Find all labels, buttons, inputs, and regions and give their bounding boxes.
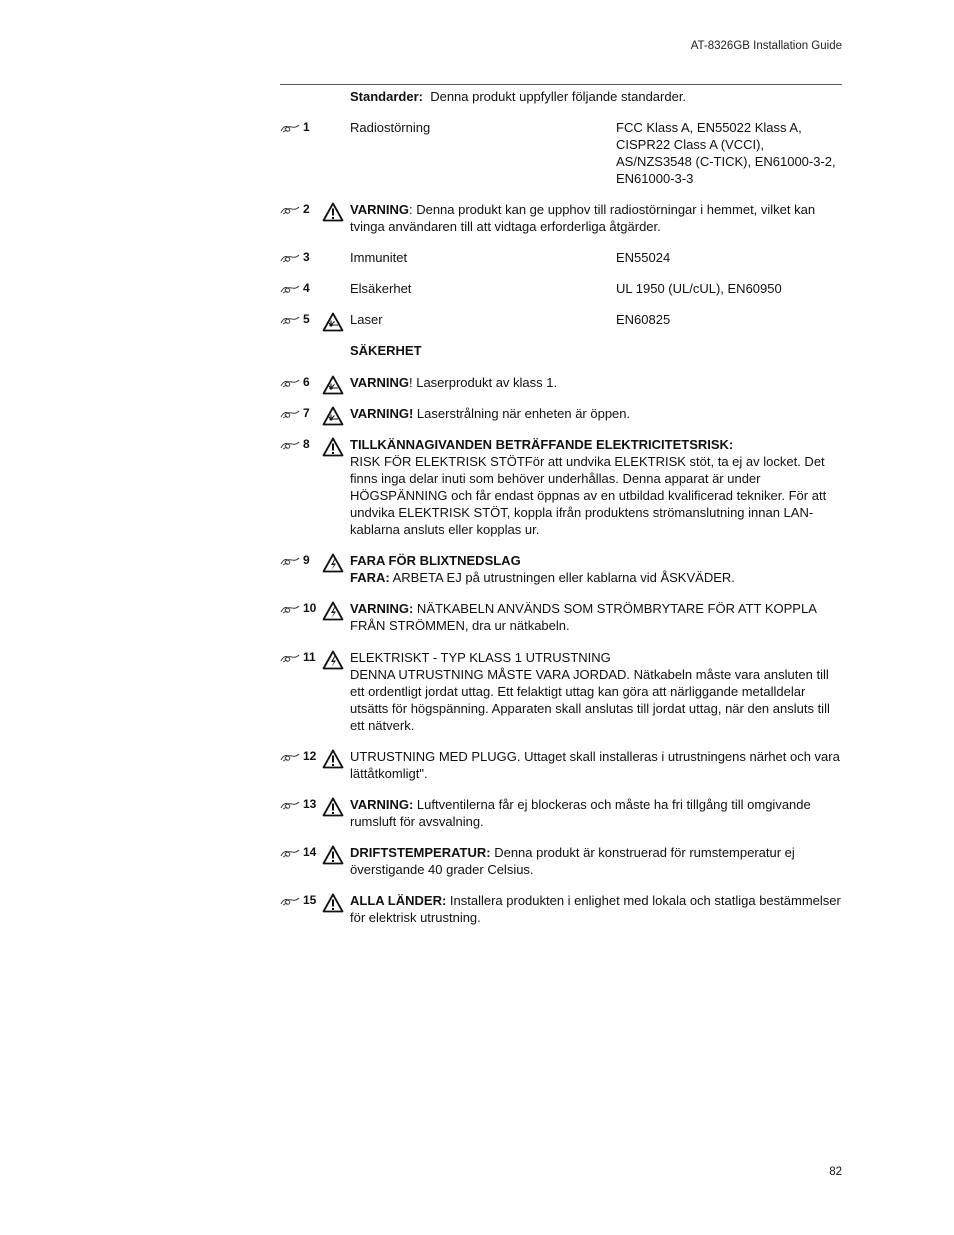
item-number: 13 [303, 797, 317, 811]
list-item [280, 796, 842, 830]
item-number: 1 [303, 120, 310, 134]
item-label: VARNING! [350, 406, 414, 421]
reference-icon [280, 896, 300, 906]
list-item [280, 374, 842, 391]
running-header-title: AT-8326GB Installation Guide [690, 40, 842, 52]
item-number: 7 [303, 406, 310, 420]
reference-icon [280, 440, 300, 450]
standard-name: Immunitet [350, 250, 408, 265]
item-number: 14 [303, 845, 317, 859]
standard-value: UL 1950 (UL/cUL), EN60950 [616, 281, 782, 296]
standards-label: Standarder: [350, 89, 423, 104]
item-label: ALLA LÄNDER: [350, 893, 447, 908]
item-text: DENNA UTRUSTNING MÅSTE VARA JORDAD. Nätkabeln måste vara ansluten till ett ordentligt jordat uttag. Ett felaktigt uttag kan göra att närliggande metalldelar utsätts för högspänning. Apparaten skall anslutas till jordat uttag, när den ansluts till ett nätverk. [350, 667, 830, 733]
standards-intro [280, 88, 842, 105]
laser-warning-icon [322, 375, 344, 395]
item-label: DRIFTSTEMPERATUR: [350, 845, 491, 860]
list-item [280, 892, 842, 926]
warning-icon [322, 437, 344, 457]
reference-icon [280, 378, 300, 388]
item-text: RISK FÖR ELEKTRISK STÖTFör att undvika ELEKTRISK stöt, ta ej av locket. Det finns inga delar inuti som behöver underhållas. Denna apparat är under HÖGSPÄNNING och får endast öppnas av en utbildad kvalificerad tekniker. För att undvika ELEKTRISK STÖT, koppla ifrån produktens strömanslutning innan LAN-kablarna ansluts eller kopplas ur. [350, 454, 827, 537]
list-item [280, 649, 842, 734]
standard-value: EN60825 [616, 312, 671, 327]
reference-icon [280, 752, 300, 762]
item-text: Denna produkt är konstruerad för rumstemperatur ej överstigande 40 grader Celsius. [350, 845, 795, 877]
reference-icon [280, 800, 300, 810]
item-text: Installera produkten i enlighet med lokala och statliga bestämmelser för elektrisk utrustning. [350, 893, 841, 925]
item-sublabel: FARA: [350, 570, 390, 585]
page-number: 82 [829, 1166, 842, 1178]
item-number: 15 [303, 893, 317, 907]
item-label: VARNING [350, 375, 409, 390]
reference-icon [280, 284, 300, 294]
list-item [280, 844, 842, 878]
item-number: 3 [303, 250, 310, 264]
item-number: 2 [303, 202, 310, 216]
warning-icon [322, 893, 344, 913]
item-text: Laserstrålning när enheten är öppen. [413, 406, 631, 421]
reference-icon [280, 409, 300, 419]
standard-name: Laser [350, 312, 383, 327]
item-text: NÄTKABELN ANVÄNDS SOM STRÖMBRYTARE FÖR ATT KOPPLA FRÅN STRÖMMEN, dra ur nätkabeln. [350, 601, 817, 633]
item-text: UTRUSTNING MED PLUGG. Uttaget skall installeras i utrustningens närhet och vara lättåtkomligt". [350, 749, 840, 781]
electrical-hazard-icon [322, 601, 344, 621]
reference-icon [280, 848, 300, 858]
item-label: VARNING [350, 202, 409, 217]
item-number: 4 [303, 281, 310, 295]
reference-icon [280, 123, 300, 133]
safety-heading: SÄKERHET [350, 343, 422, 358]
warning-icon [322, 797, 344, 817]
item-number: 9 [303, 553, 310, 567]
item-text: ARBETA EJ på utrustningen eller kablarna vid ÅSKVÄDER. [389, 570, 735, 585]
list-item [280, 436, 842, 538]
reference-icon [280, 653, 300, 663]
list-item [280, 119, 842, 187]
list-item [280, 405, 842, 422]
list-item [280, 201, 842, 235]
list-item [280, 600, 842, 634]
standard-value: EN55024 [616, 250, 671, 265]
standard-name: Elsäkerhet [350, 281, 412, 296]
item-text: : Denna produkt kan ge upphov till radiostörningar i hemmet, vilket kan tvinga användaren till att vidtaga erforderliga åtgärder. [350, 202, 816, 234]
reference-icon [280, 556, 300, 566]
list-item [280, 311, 842, 328]
item-text: Luftventilerna får ej blockeras och måste ha fri tillgång till omgivande rumsluft för avsvalning. [350, 797, 811, 829]
header-rule [280, 84, 842, 85]
laser-warning-icon [322, 312, 344, 332]
standard-value: FCC Klass A, EN55022 Klass A, CISPR22 Class A (VCCI), AS/NZS3548 (C-TICK), EN61000-3-2, EN61000-3-3 [616, 120, 836, 186]
warning-icon [322, 749, 344, 769]
reference-icon [280, 604, 300, 614]
item-label: VARNING: [350, 601, 414, 616]
item-label: TILLKÄNNAGIVANDEN BETRÄFFANDE ELEKTRICITETSRISK: [350, 437, 734, 452]
item-heading: ELEKTRISKT - TYP KLASS 1 UTRUSTNING [350, 650, 611, 665]
item-number: 8 [303, 437, 310, 451]
electrical-hazard-icon [322, 650, 344, 670]
item-label: FARA FÖR BLIXTNEDSLAG [350, 553, 521, 568]
standards-content [280, 88, 842, 926]
list-item [280, 552, 842, 586]
item-number: 6 [303, 375, 310, 389]
item-label: VARNING: [350, 797, 414, 812]
reference-icon [280, 253, 300, 263]
standards-intro-text: Denna produkt uppfyller följande standarder. [430, 89, 687, 104]
electrical-hazard-icon [322, 553, 344, 573]
warning-icon [322, 845, 344, 865]
warning-icon [322, 202, 344, 222]
laser-warning-icon [322, 406, 344, 426]
safety-heading-row [280, 342, 842, 359]
item-number: 12 [303, 749, 317, 763]
list-item [280, 748, 842, 782]
reference-icon [280, 315, 300, 325]
list-item [280, 249, 842, 266]
list-item [280, 280, 842, 297]
item-number: 10 [303, 601, 317, 615]
reference-icon [280, 205, 300, 215]
item-text: ! Laserprodukt av klass 1. [408, 375, 558, 390]
item-number: 5 [303, 312, 310, 326]
item-number: 11 [303, 650, 316, 664]
standard-name: Radiostörning [350, 120, 431, 135]
